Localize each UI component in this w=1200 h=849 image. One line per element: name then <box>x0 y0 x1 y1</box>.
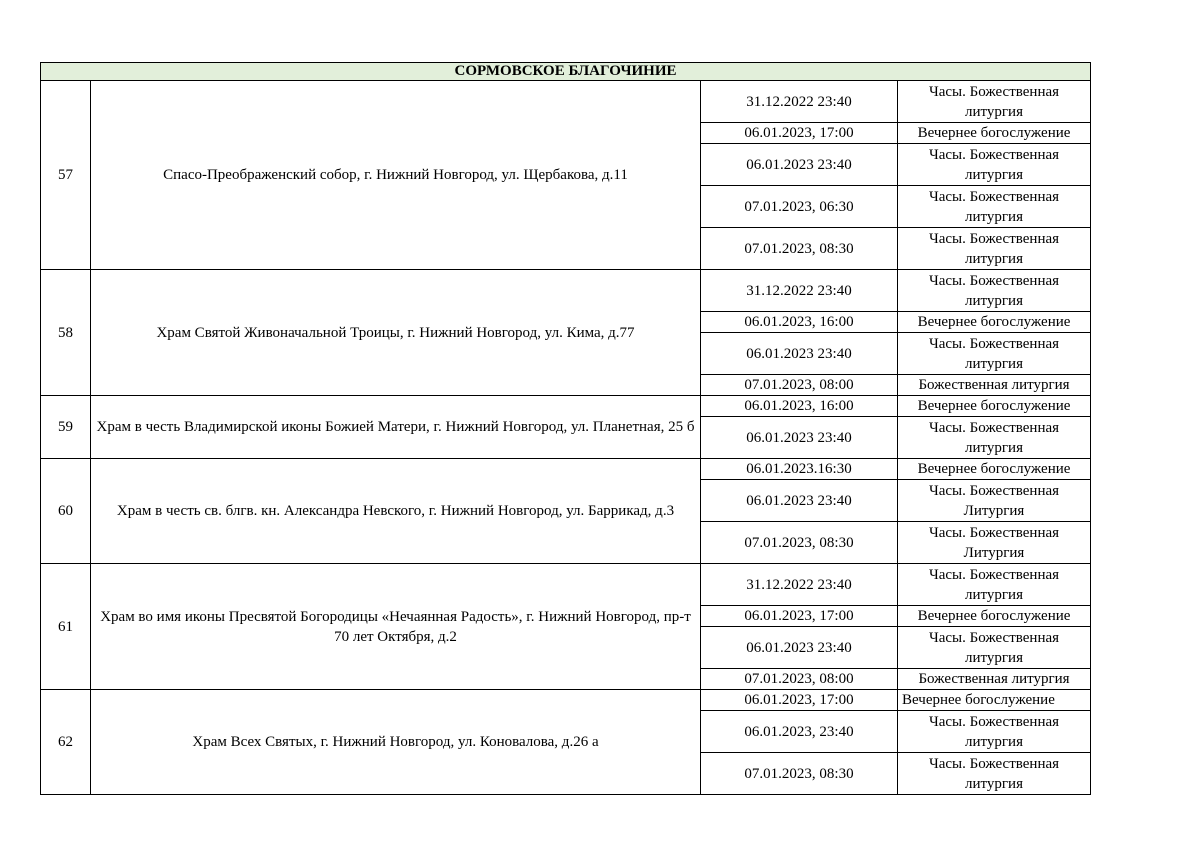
service-name: Вечернее богослужение <box>898 396 1091 417</box>
service-datetime: 06.01.2023 23:40 <box>701 333 898 375</box>
church-name: Храм в честь Владимирской иконы Божией Матери, г. Нижний Новгород, ул. Планетная, 25 б <box>91 396 701 459</box>
service-datetime: 06.01.2023 23:40 <box>701 627 898 669</box>
service-datetime: 06.01.2023 23:40 <box>701 144 898 186</box>
service-name: Вечернее богослужение <box>898 312 1091 333</box>
service-datetime: 06.01.2023, 17:00 <box>701 690 898 711</box>
church-number: 59 <box>41 396 91 459</box>
service-datetime: 06.01.2023, 23:40 <box>701 711 898 753</box>
service-datetime: 31.12.2022 23:40 <box>701 81 898 123</box>
church-name: Храм Святой Живоначальной Троицы, г. Нижний Новгород, ул. Кима, д.77 <box>91 270 701 396</box>
church-name: Храм во имя иконы Пресвятой Богородицы «Нечаянная Радость», г. Нижний Новгород, пр-т 70 лет Октября, д.2 <box>91 564 701 690</box>
church-number: 60 <box>41 459 91 564</box>
service-name: Часы. Божественная Литургия <box>898 480 1091 522</box>
service-datetime: 07.01.2023, 08:30 <box>701 753 898 795</box>
service-name: Часы. Божественная литургия <box>898 417 1091 459</box>
church-number: 61 <box>41 564 91 690</box>
service-name: Божественная литургия <box>898 669 1091 690</box>
service-datetime: 06.01.2023, 17:00 <box>701 606 898 627</box>
service-datetime: 07.01.2023, 06:30 <box>701 186 898 228</box>
service-datetime: 07.01.2023, 08:00 <box>701 669 898 690</box>
service-datetime: 06.01.2023, 16:00 <box>701 396 898 417</box>
service-datetime: 07.01.2023, 08:30 <box>701 522 898 564</box>
service-name: Часы. Божественная литургия <box>898 753 1091 795</box>
service-datetime: 06.01.2023 23:40 <box>701 480 898 522</box>
service-datetime: 07.01.2023, 08:00 <box>701 375 898 396</box>
service-name: Часы. Божественная Литургия <box>898 522 1091 564</box>
service-name: Вечернее богослужение <box>898 459 1091 480</box>
church-number: 62 <box>41 690 91 795</box>
service-name: Часы. Божественная литургия <box>898 228 1091 270</box>
deanery-title: СОРМОВСКОЕ БЛАГОЧИНИЕ <box>41 63 1091 81</box>
service-name: Вечернее богослужение <box>898 123 1091 144</box>
service-name: Часы. Божественная литургия <box>898 711 1091 753</box>
church-name: Спасо-Преображенский собор, г. Нижний Новгород, ул. Щербакова, д.11 <box>91 81 701 270</box>
service-name: Вечернее богослужение <box>898 690 1091 711</box>
service-name: Часы. Божественная литургия <box>898 564 1091 606</box>
service-name: Часы. Божественная литургия <box>898 333 1091 375</box>
service-name: Часы. Божественная литургия <box>898 627 1091 669</box>
service-datetime: 06.01.2023.16:30 <box>701 459 898 480</box>
schedule-table <box>40 62 1091 795</box>
service-datetime: 07.01.2023, 08:30 <box>701 228 898 270</box>
service-datetime: 06.01.2023, 16:00 <box>701 312 898 333</box>
service-name: Часы. Божественная литургия <box>898 81 1091 123</box>
church-number: 58 <box>41 270 91 396</box>
service-datetime: 06.01.2023 23:40 <box>701 417 898 459</box>
service-name: Божественная литургия <box>898 375 1091 396</box>
service-datetime: 31.12.2022 23:40 <box>701 270 898 312</box>
service-name: Часы. Божественная литургия <box>898 270 1091 312</box>
service-datetime: 06.01.2023, 17:00 <box>701 123 898 144</box>
service-datetime: 31.12.2022 23:40 <box>701 564 898 606</box>
church-name: Храм Всех Святых, г. Нижний Новгород, ул. Коновалова, д.26 а <box>91 690 701 795</box>
service-name: Часы. Божественная литургия <box>898 144 1091 186</box>
service-name: Часы. Божественная литургия <box>898 186 1091 228</box>
service-name: Вечернее богослужение <box>898 606 1091 627</box>
church-number: 57 <box>41 81 91 270</box>
church-name: Храм в честь св. блгв. кн. Александра Невского, г. Нижний Новгород, ул. Баррикад, д.3 <box>91 459 701 564</box>
